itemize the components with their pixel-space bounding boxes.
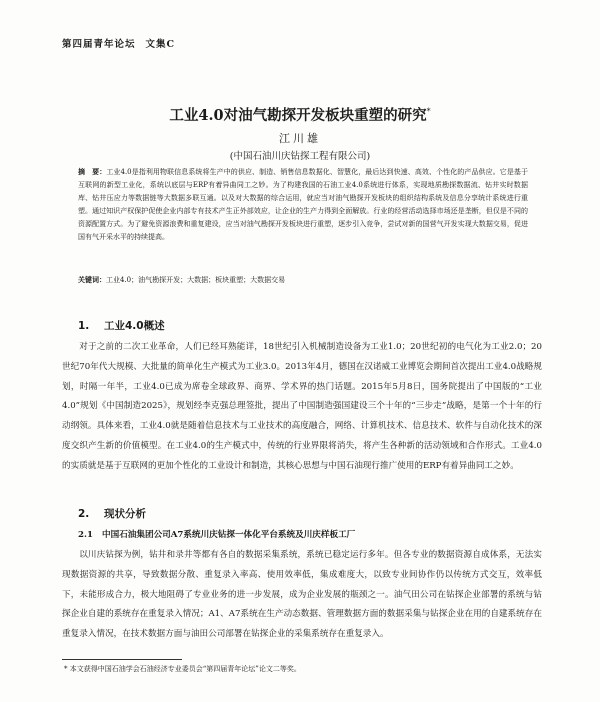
abstract-label: 摘 要：: [78, 167, 107, 176]
author-name: 江川雄: [279, 132, 321, 145]
conference-name: 第四届青年论坛: [62, 39, 136, 50]
section-title: 工业4.0概述: [104, 320, 165, 332]
keywords-label: 关键词：: [78, 275, 106, 284]
title-footnote-mark: *: [426, 107, 431, 117]
section-1-paragraph: 对于之前的二次工业革命，人们已经耳熟能详，18世纪引入机械制造设备为工业1.0；20世纪初的电气化为工业2.0；20世纪70年代大规模、大批量的简单化生产模式为工业3.0。2013年4月，德国在汉诺威工业博览会期间首次提出工业4.0战略规划，时隔一年半，工业4.0已成为席卷全球政界、商界、学术界的热门话题。2015年5月8日，国务院提出了中国版的“工业4.0”规划《中国制造2025》，规划经李克强总理签批，提出了中国制造强国建设三个十年的“三步走”战略，是第一个十年的行动纲领。具体来看，工业4.0就是随着信息技术与工业技术的高度融合，网络、计算机技术、信息技术、软件与自动化技术的深度交织产生新的价值模型。在工业4.0的生产模式中，传统的行业界限将消失，将产生各种新的活动领域和合作形式。工业4.0的实质就是基于互联网的更加个性化的工业设计和制造，其核心思想与中国石油现行推广使用的ERP有着异曲同工之妙。: [62, 342, 542, 471]
subsection-title: 中国石油集团公司A7系统川庆钻探一体化平台系统及川庆样板工厂: [102, 530, 356, 540]
keywords-text: 工业4.0；油气勘探开发；大数据；板块重塑；大数据交易: [106, 276, 286, 284]
section-number: 2.: [78, 508, 90, 520]
section-heading-2: [78, 506, 146, 521]
section-title: 现状分析: [104, 508, 146, 520]
collection-name: 文集C: [145, 39, 176, 50]
paper-title: [0, 104, 600, 125]
author-affiliation: (中国石油川庆钻探工程有限公司): [229, 151, 371, 162]
subsection-paragraph: 以川庆钻探为例，钻井和录井等都有各自的数据采集系统，系统已稳定运行多年。但各专业的数据资源自成体系，无法实现数据资源的共享，导致数据分散、重复录入率高、使用效率低，集成难度大，以致专业间协作仍以传统方式交互，效率低下，未能形成合力，极大地阻碍了专业业务的进一步发展，成为企业发展的瓶颈之一。油气田公司在钻探企业部署的系统与钻探企业自建的系统存在重复录入情况；A1、A7系统在生产动态数据、管理数据方面的数据采集与钻探企业在用的自建系统存在重复录入情况，在技术数据方面与油田公司部署在钻探企业的采集系统存在重复录入。: [62, 550, 542, 640]
subsection-number: 2.1: [78, 530, 93, 540]
footnote-divider: [62, 659, 182, 660]
footnote: * 本文获得中国石油学会石油经济专业委员会“第四届青年论坛”论文二等奖。: [64, 665, 301, 673]
paper-title-text: 工业4.0对油气勘探开发板块重塑的研究: [169, 107, 427, 124]
keywords: [78, 274, 528, 286]
abstract: [78, 165, 528, 244]
section-number: 1.: [78, 320, 90, 332]
section-heading-1: [78, 318, 165, 333]
abstract-text: 工业4.0是指利用物联信息系统将生产中的供应、制造、销售信息数据化、智慧化，最后达到快速、高效、个性化的产品供应。它是基于互联网的新型工业化，系统以底层与ERP有着异曲同工之妙。为了构建我国的石油工业4.0系统进行体系，实现地质勘探数据流、钻井实时数据库、钻井压应力等数据链等大数据多联互通。以及对大数据的综合运用，就应当对油气勘探开发板块的组织结构系统及信息分享统计系统进行重塑。通过知识产权保护促使企业内部专有技术产生正外部效应，让企业的生产力得到全面解放。行业的经营活动选择市场还是垄断，但仅是不同的资源配置方式。为了避免资源浪费和重复建设，应当对油气勘探开发板块进行重塑，逐步引入竞争，尝试对新的国营气开发实现大数据交易，促进国有气开采水平的持续提高。: [78, 168, 529, 242]
subsection-heading: [78, 528, 355, 540]
running-head: [62, 36, 175, 50]
